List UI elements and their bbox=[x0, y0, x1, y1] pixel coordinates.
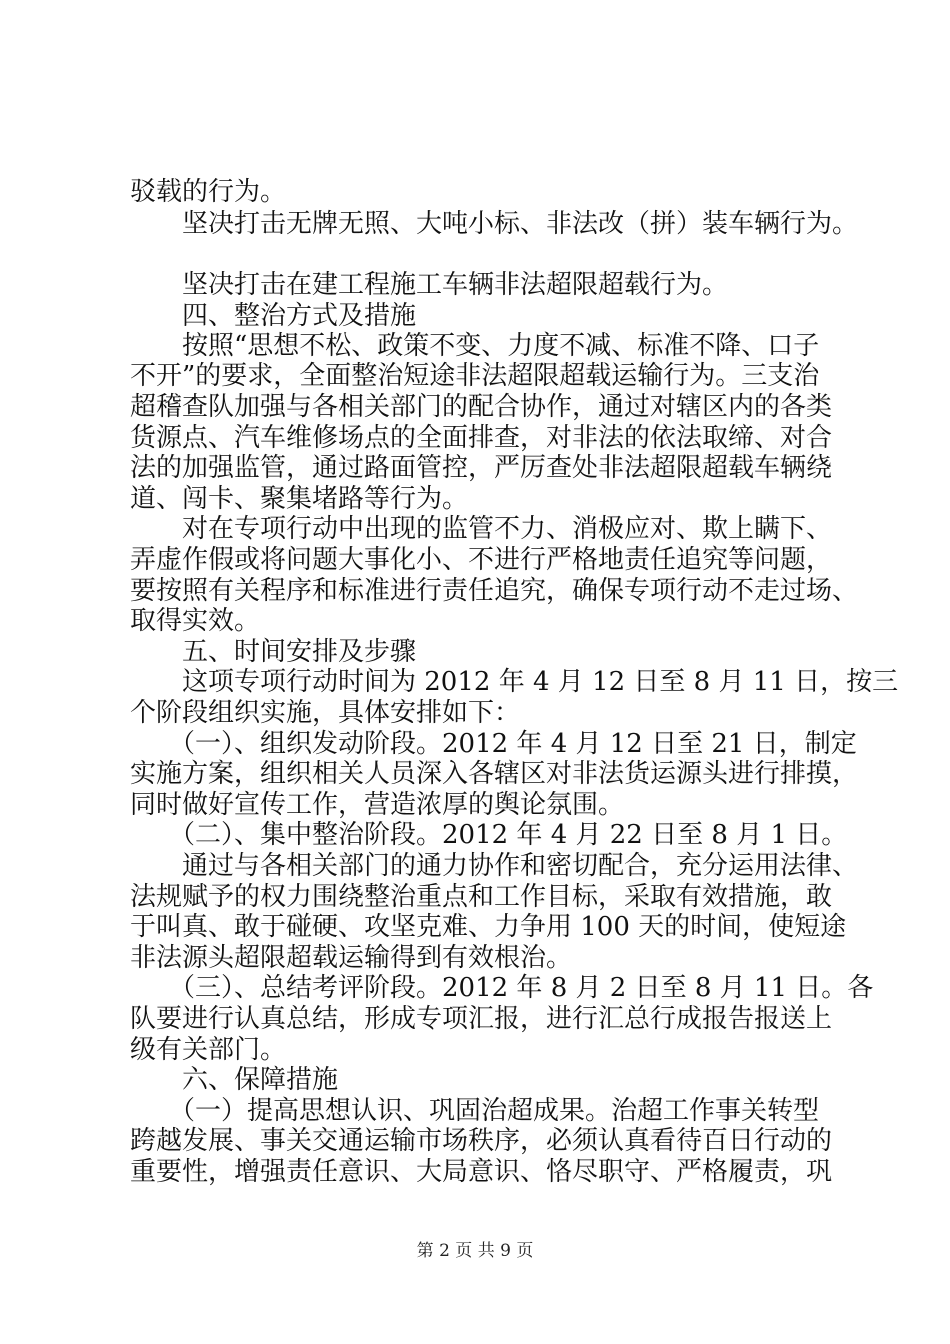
text-line: 这项专项行动时间为 2012 年 4 月 12 日至 8 月 11 日，按三 bbox=[130, 667, 899, 697]
text-line: 队要进行认真总结，形成专项汇报，进行汇总行成报告报送上 bbox=[130, 1004, 833, 1034]
text-line: 道、闯卡、聚集堵路等行为。 bbox=[130, 484, 469, 514]
section-heading: 六、保障措施 bbox=[130, 1065, 339, 1095]
page-footer bbox=[0, 1240, 950, 1262]
text-line: 货源点、汽车维修场点的全面排查，对非法的依法取缔、对合 bbox=[130, 423, 833, 453]
text-line: 级有关部门。 bbox=[130, 1035, 287, 1065]
text-line: （三）、总结考评阶段。2012 年 8 月 2 日至 8 月 11 日。各 bbox=[130, 973, 874, 1003]
section-heading: 四、整治方式及措施 bbox=[130, 301, 417, 331]
text-line: 重要性，增强责任意识、大局意识、恪尽职守、严格履责，巩 bbox=[130, 1157, 833, 1187]
text-line: （一）提高思想认识、巩固治超成果。治超工作事关转型 bbox=[130, 1096, 820, 1126]
text-line: 驳载的行为。 bbox=[130, 177, 287, 207]
text-line: 实施方案，组织相关人员深入各辖区对非法货运源头进行排摸， bbox=[130, 759, 859, 789]
text-line: 按照“思想不松、政策不变、力度不减、标准不降、口子 bbox=[130, 331, 820, 361]
text-line: 法的加强监管，通过路面管控，严厉查处非法超限超载车辆绕 bbox=[130, 453, 833, 483]
text-line: 法规赋予的权力围绕整治重点和工作目标，采取有效措施，敢 bbox=[130, 882, 833, 912]
text-line: （二）、集中整治阶段。2012 年 4 月 22 日至 8 月 1 日。 bbox=[130, 820, 848, 850]
text-line: 通过与各相关部门的通力协作和密切配合，充分运用法律、 bbox=[130, 851, 859, 881]
text-line: 跨越发展、事关交通运输市场秩序，必须认真看待百日行动的 bbox=[130, 1126, 833, 1156]
text-line: 弄虚作假或将问题大事化小、不进行严格地责任追究等问题， bbox=[130, 545, 833, 575]
text-line: 要按照有关程序和标准进行责任追究，确保专项行动不走过场、 bbox=[130, 576, 859, 606]
text-line: 坚决打击在建工程施工车辆非法超限超载行为。 bbox=[130, 270, 729, 300]
text-line: 不开”的要求，全面整治短途非法超限超载运输行为。三支治 bbox=[130, 361, 820, 391]
text-line: 取得实效。 bbox=[130, 606, 261, 636]
text-line: 超稽查队加强与各相关部门的配合协作，通过对辖区内的各类 bbox=[130, 392, 833, 422]
page-number: 第 2 页 共 9 页 bbox=[416, 1241, 534, 1261]
text-line: 于叫真、敢于碰硬、攻坚克难、力争用 100 天的时间，使短途 bbox=[130, 912, 847, 942]
text-line: 非法源头超限超载运输得到有效根治。 bbox=[130, 943, 573, 973]
text-line: 坚决打击无牌无照、大吨小标、非法改（拼）装车辆行为。 bbox=[130, 209, 859, 239]
text-line: 个阶段组织实施，具体安排如下： bbox=[130, 698, 521, 728]
text-line: 对在专项行动中出现的监管不力、消极应对、欺上瞒下、 bbox=[130, 514, 833, 544]
text-line: 同时做好宣传工作，营造浓厚的舆论氛围。 bbox=[130, 790, 625, 820]
text-line: （一）、组织发动阶段。2012 年 4 月 12 日至 21 日，制定 bbox=[130, 729, 857, 759]
section-heading: 五、时间安排及步骤 bbox=[130, 637, 417, 667]
